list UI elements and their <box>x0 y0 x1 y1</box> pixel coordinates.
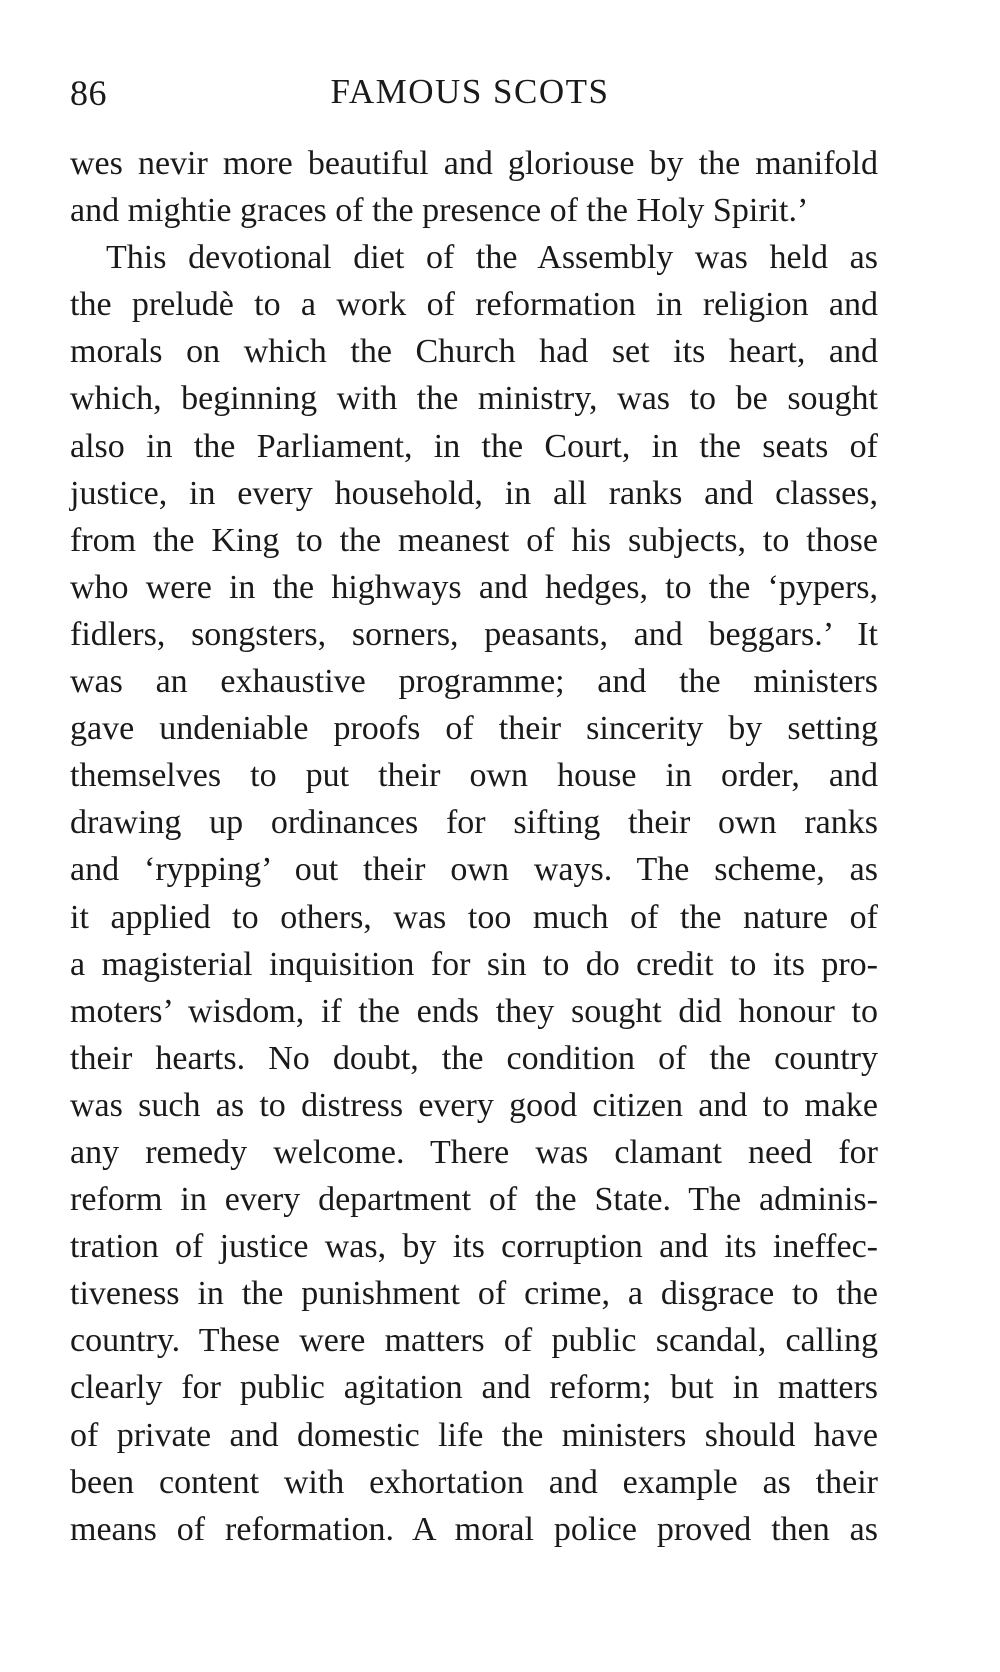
text-line: country. These were matters of public scandal, calling <box>70 1322 878 1360</box>
text-line: who were in the highways and hedges, to the ‘pypers, <box>70 568 878 606</box>
text-line: drawing up ordinances for sifting their own ranks <box>70 804 878 842</box>
text-line: also in the Parliament, in the Court, in the seats of <box>70 427 878 465</box>
text-line: from the King to the meanest of his subjects, to those <box>70 521 878 559</box>
running-title: FAMOUS SCOTS <box>330 72 610 111</box>
page-header <box>70 72 870 122</box>
text-line: gave undeniable proofs of their sincerity by setting <box>70 710 878 748</box>
text-line: their hearts. No doubt, the condition of the country <box>70 1039 878 1077</box>
text-line: This devotional diet of the Assembly was held as <box>106 239 878 277</box>
text-line: moters’ wisdom, if the ends they sought did honour to <box>70 992 878 1030</box>
text-line: means of reformation. A moral police proved then as <box>70 1510 878 1548</box>
text-line: was an exhaustive programme; and the ministers <box>70 663 878 701</box>
body-text <box>70 140 878 1553</box>
text-line: was such as to distress every good citizen and to make <box>70 1086 878 1124</box>
text-line: the preludè to a work of reformation in religion and <box>70 286 878 324</box>
text-line: of private and domestic life the ministers should have <box>70 1416 878 1454</box>
text-line: tiveness in the punishment of crime, a disgrace to the <box>70 1275 878 1313</box>
text-line: and ‘rypping’ out their own ways. The scheme, as <box>70 851 878 889</box>
text-line: any remedy welcome. There was clamant need for <box>70 1133 878 1171</box>
text-line: clearly for public agitation and reform; but in matters <box>70 1369 878 1407</box>
text-line: it applied to others, was too much of the nature of <box>70 898 878 936</box>
text-line: been content with exhortation and example as their <box>70 1463 878 1501</box>
text-line: reform in every department of the State. The adminis- <box>70 1181 878 1219</box>
text-line: justice, in every household, in all ranks and classes, <box>70 474 878 512</box>
text-line: themselves to put their own house in order, and <box>70 757 878 795</box>
text-line: fidlers, songsters, sorners, peasants, and beggars.’ It <box>70 615 878 653</box>
text-line: wes nevir more beautiful and gloriouse by the manifold <box>70 145 878 182</box>
text-line: morals on which the Church had set its heart, and <box>70 333 878 371</box>
text-line: tration of justice was, by its corruption and its ineffec- <box>70 1228 878 1266</box>
text-line: and mightie graces of the presence of the Holy Spirit.’ <box>70 192 809 230</box>
text-line: which, beginning with the ministry, was to be sought <box>70 380 878 418</box>
page-number: 86 <box>70 73 107 113</box>
text-line: a magisterial inquisition for sin to do credit to its pro- <box>70 945 878 983</box>
